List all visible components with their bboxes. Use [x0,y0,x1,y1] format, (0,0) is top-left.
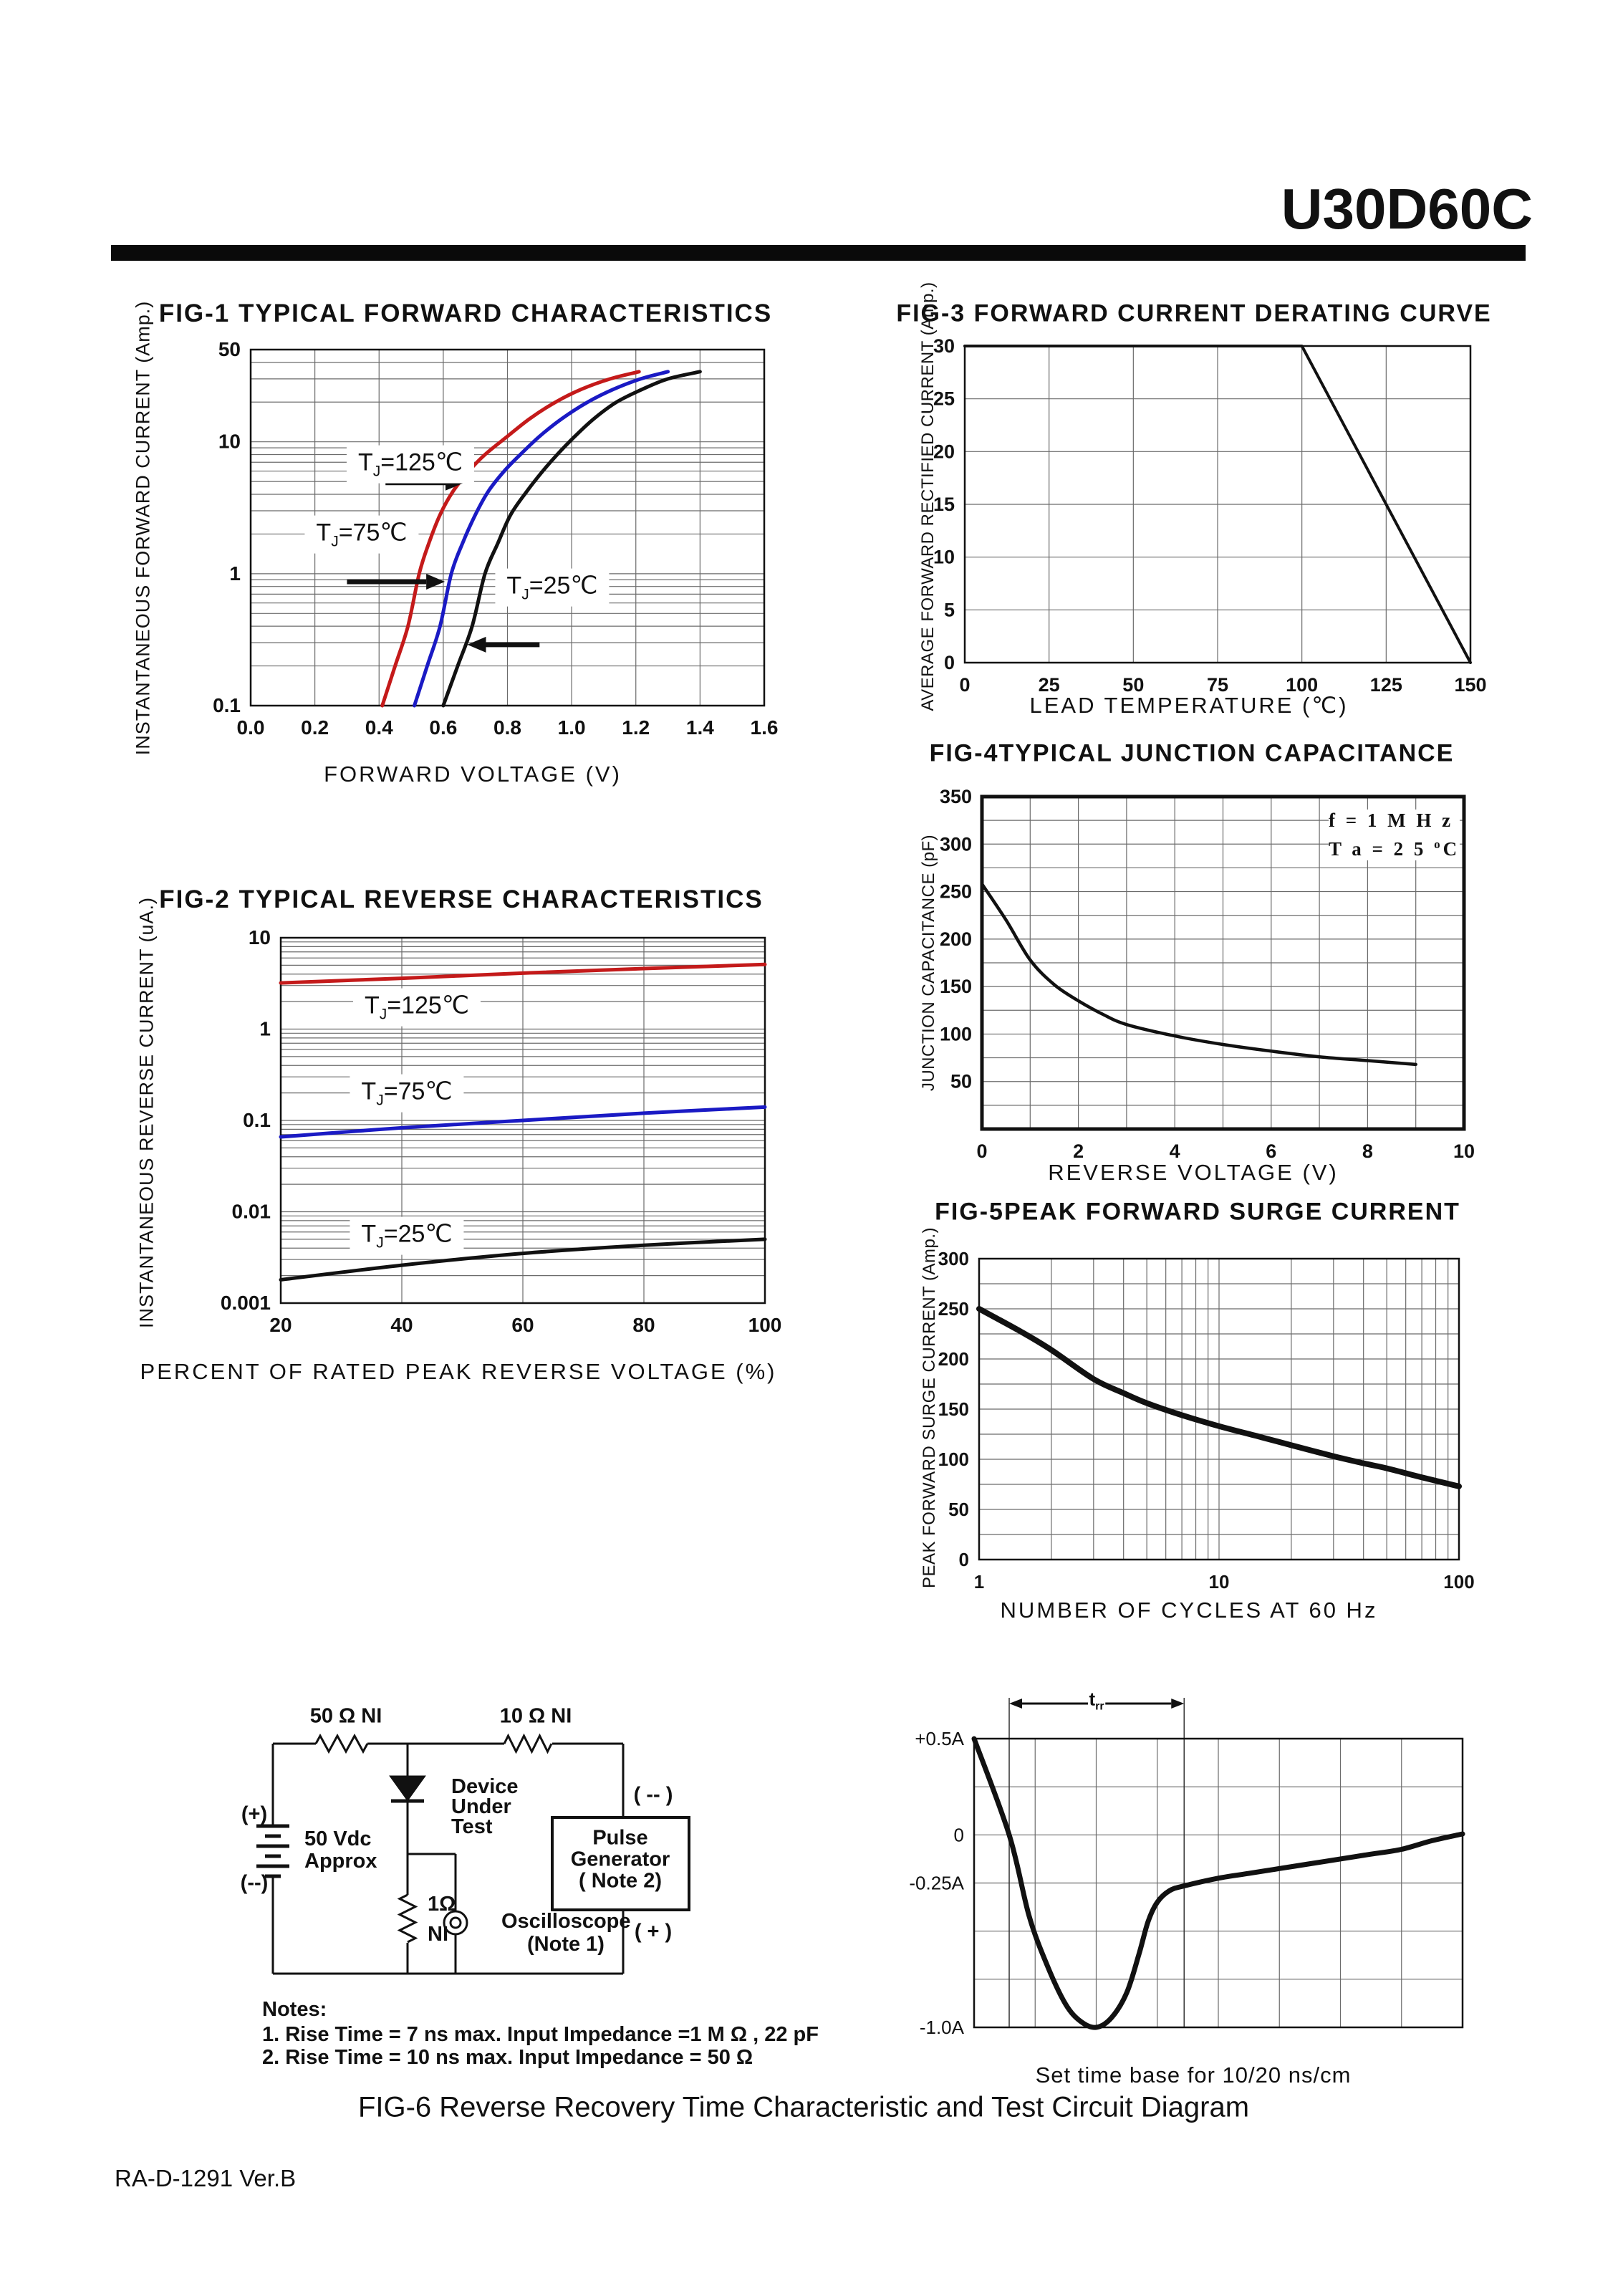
label-text: C [1443,838,1460,860]
svg-text:20: 20 [933,441,955,463]
svg-text:350: 350 [939,786,972,807]
circuit-battery-minus-label: (--) [240,1871,269,1895]
svg-text:125: 125 [1369,674,1402,696]
svg-text:1.0: 1.0 [557,716,586,739]
svg-text:250: 250 [938,1298,969,1320]
circuit-pulse-gen-label-3: ( Note 2) [579,1869,662,1893]
circuit-r2-label: 10 Ω NI [499,1704,572,1728]
fig2-curve-label-25c [350,1217,463,1255]
svg-text:60: 60 [511,1314,534,1336]
svg-text:1.6: 1.6 [750,716,779,739]
svg-text:150: 150 [938,1398,969,1420]
svg-text:+0.5A: +0.5A [915,1728,964,1749]
svg-text:50: 50 [950,1070,972,1092]
label-text: =25℃ [529,572,598,600]
svg-text:10: 10 [248,926,271,948]
svg-text:0.0: 0.0 [236,716,265,739]
circuit-battery-plus-label: (+) [241,1802,268,1826]
label-text: T [506,572,522,600]
svg-text:-1.0A: -1.0A [919,2017,964,2038]
circuit-pg-minus-label: ( -- ) [633,1783,673,1807]
svg-text:0.1: 0.1 [213,694,241,716]
svg-text:100: 100 [938,1449,969,1470]
svg-text:0: 0 [976,1140,988,1162]
fig2-title: FIG-2 TYPICAL REVERSE CHARACTERISTICS [159,885,764,913]
circuit-battery-approx-label: Approx [304,1850,377,1873]
svg-text:4: 4 [1169,1140,1180,1162]
svg-text:250: 250 [939,880,972,903]
fig5-x-axis-label: NUMBER OF CYCLES AT 60 Hz [1000,1598,1378,1623]
svg-text:30: 30 [933,335,955,357]
svg-text:0: 0 [958,1549,969,1570]
label-text: T [364,991,380,1019]
resistor-10ohm-icon [504,1736,552,1752]
fig1-x-axis-label: FORWARD VOLTAGE (V) [324,762,622,787]
svg-text:10: 10 [1453,1140,1475,1162]
circuit-oscilloscope-note-label: (Note 1) [527,1933,605,1956]
label-sub: J [331,533,339,550]
circuit-note-2: 2. Rise Time = 10 ns max. Input Impedance = 50 Ω [262,2046,753,2069]
svg-text:0.001: 0.001 [220,1292,271,1314]
svg-text:80: 80 [632,1314,655,1336]
svg-text:150: 150 [1454,674,1487,696]
svg-text:0: 0 [943,652,955,673]
fig3-title: FIG-3 FORWARD CURRENT DERATING CURVE [896,299,1492,327]
fig6-timebase-note: Set time base for 10/20 ns/cm [1035,2062,1352,2088]
fig2-y-axis-label: INSTANTANEOUS REVERSE CURRENT (uA.) [135,896,158,1329]
label-sub: J [379,1006,387,1023]
svg-text:40: 40 [390,1314,413,1336]
fig1-y-axis-label: INSTANTANEOUS FORWARD CURRENT (Amp.) [132,300,154,756]
header-rule [111,245,1526,261]
svg-text:75: 75 [1206,674,1229,696]
circuit-r1-label: 50 Ω NI [309,1704,382,1728]
fig2-curve-label-125c [353,989,481,1027]
fig5-y-axis-label: PEAK FORWARD SURGE CURRENT (Amp.) [920,1226,939,1589]
fig3-x-axis-label: LEAD TEMPERATURE (℃) [1029,693,1349,718]
svg-text:50: 50 [1122,674,1145,696]
fig4-annotation-line2 [1329,837,1460,860]
svg-text:0.6: 0.6 [429,716,458,739]
svg-text:1: 1 [973,1571,985,1593]
circuit-dut-label-2: Under [451,1795,511,1818]
svg-text:0.01: 0.01 [231,1200,271,1223]
fig6-caption: FIG-6 Reverse Recovery Time Characteristic and Test Circuit Diagram [357,2091,1250,2123]
svg-text:0.4: 0.4 [365,716,393,739]
fig6-trr-label [1089,1688,1104,1713]
circuit-pulse-gen-label-2: Generator [570,1848,670,1871]
diode-icon [391,1777,424,1801]
svg-text:25: 25 [1038,674,1060,696]
fig3-y-axis-label: AVERAGE FORWARD RECTIFIED CURRENT (Amp.) [918,282,938,711]
svg-text:200: 200 [938,1348,969,1370]
degree-mark: o [1434,837,1443,851]
label-sub: rr [1095,1700,1104,1713]
svg-text:50: 50 [218,338,241,360]
label-sub: J [376,1092,384,1109]
label-text: =75℃ [383,1077,453,1105]
svg-text:100: 100 [1286,674,1319,696]
resistor-1ohm-icon [400,1895,415,1942]
fig2-x-axis-label: PERCENT OF RATED PEAK REVERSE VOLTAGE (%) [140,1359,777,1384]
label-text: =125℃ [387,991,470,1019]
circuit-oscilloscope-label: Oscilloscope [501,1910,631,1933]
svg-text:0.2: 0.2 [301,716,329,739]
svg-text:100: 100 [748,1314,782,1336]
circuit-r3-ni-label: NI [428,1923,448,1946]
svg-text:10: 10 [1208,1571,1230,1593]
svg-text:10: 10 [933,546,955,568]
svg-text:0: 0 [953,1824,964,1846]
svg-text:200: 200 [939,928,972,950]
circuit-r3-label: 1Ω [428,1893,456,1916]
label-text: T [361,1077,377,1105]
svg-text:10: 10 [218,430,241,453]
fig4-y-axis-label: JUNCTION CAPACITANCE (pF) [919,834,938,1092]
label-text: =125℃ [380,448,463,476]
label-text: =25℃ [383,1220,453,1248]
battery-icon [256,1826,289,1876]
fig2-curve-label-75c [350,1075,463,1113]
fig4-title: FIG-4TYPICAL JUNCTION CAPACITANCE [929,739,1455,767]
fig1-title: FIG-1 TYPICAL FORWARD CHARACTERISTICS [158,299,773,327]
svg-text:300: 300 [938,1248,969,1269]
circuit-battery-value-label: 50 Vdc [304,1827,372,1850]
svg-text:300: 300 [939,833,972,855]
svg-text:15: 15 [933,494,955,515]
svg-text:6: 6 [1266,1140,1277,1162]
svg-text:150: 150 [939,976,972,998]
fig1-curve-label-75c [304,516,418,554]
resistor-50ohm-icon [316,1736,367,1752]
svg-text:1.2: 1.2 [622,716,650,739]
circuit-note-1: 1. Rise Time = 7 ns max. Input Impedance =1 M Ω , 22 pF [262,2023,819,2046]
circuit-dut-label-1: Device [451,1775,519,1798]
fig4-annotation-line1: f = 1 M H z [1329,810,1454,831]
svg-text:-0.25A: -0.25A [909,1872,964,1894]
fig1-curve-label-25c [495,569,609,607]
fig4-annotation [1329,810,1460,860]
fig4-x-axis-label: REVERSE VOLTAGE (V) [1048,1160,1339,1185]
svg-text:0.1: 0.1 [243,1109,271,1131]
label-text: =75℃ [338,519,408,547]
svg-text:25: 25 [933,388,955,410]
label-text: t [1089,1688,1096,1710]
svg-text:0.8: 0.8 [493,716,521,739]
fig5-title: FIG-5PEAK FORWARD SURGE CURRENT [935,1198,1460,1226]
footer-doc-number: RA-D-1291 Ver.B [115,2165,297,2191]
page-title: U30D60C [1281,177,1533,241]
label-text: T [361,1220,377,1248]
circuit-pulse-gen-label-1: Pulse [592,1826,648,1850]
circuit-dut-label-3: Test [451,1815,493,1838]
label-text: T [316,519,332,547]
circuit-notes-title: Notes: [262,1998,327,2021]
label-text: T [357,448,373,476]
svg-text:20: 20 [269,1314,292,1336]
svg-text:100: 100 [939,1023,972,1045]
svg-text:5: 5 [943,599,955,621]
svg-text:1: 1 [259,1017,271,1040]
svg-text:50: 50 [948,1499,969,1520]
label-sub: J [372,463,381,480]
svg-text:1: 1 [229,562,241,585]
svg-text:100: 100 [1443,1571,1475,1593]
svg-text:1.4: 1.4 [685,716,714,739]
svg-text:0: 0 [959,674,971,696]
svg-text:8: 8 [1362,1140,1373,1162]
label-sub: J [376,1234,384,1252]
fig1-curve-label-125c [347,446,474,484]
circuit-pg-plus-label: ( + ) [634,1920,673,1944]
label-text: T a = 2 5 [1329,838,1427,860]
svg-text:2: 2 [1073,1140,1084,1162]
label-sub: J [521,586,529,603]
